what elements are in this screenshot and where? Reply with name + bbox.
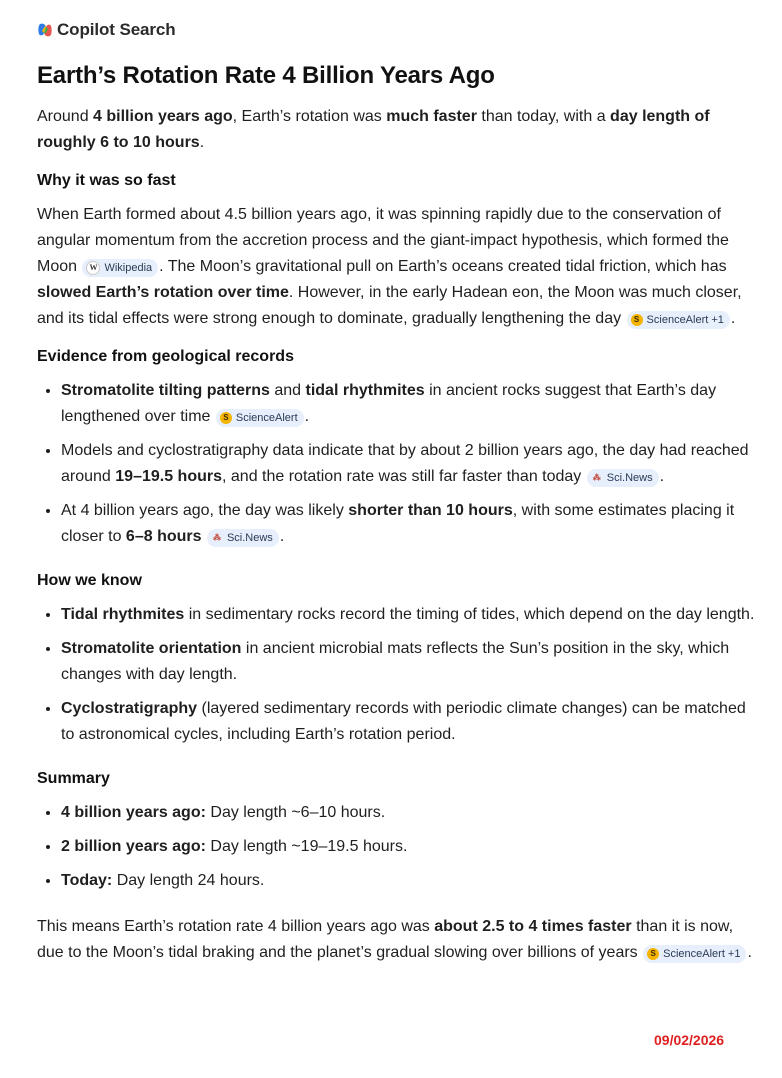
list-item	[61, 834, 757, 860]
conclusion-paragraph	[37, 914, 757, 966]
list-item	[61, 498, 757, 550]
wikipedia-icon: W	[86, 261, 100, 275]
bold-text: shorter than 10 hours	[348, 502, 513, 519]
text: Day length ~6–10 hours.	[205, 804, 386, 821]
bold-text: about 2.5 to 4 times faster	[434, 918, 632, 935]
citation-label: ScienceAlert +1	[646, 314, 724, 326]
citation-chip-scinews[interactable]	[587, 469, 659, 487]
text: and	[269, 382, 306, 399]
list-item	[61, 438, 757, 490]
bold-text: Tidal rhythmites	[61, 606, 185, 623]
why-paragraph	[37, 202, 757, 332]
text: Models and cyclostratigraphy data indicate that by about 2 billion years ago, the day had reached around	[61, 442, 749, 485]
citation-label: Sci.News	[226, 532, 273, 544]
text: than today, with a	[476, 108, 611, 125]
answer-content	[37, 62, 757, 966]
intro-paragraph	[37, 104, 757, 156]
text	[202, 528, 206, 545]
bold-text: much faster	[386, 108, 477, 125]
citation-chip-scinews[interactable]	[207, 529, 279, 547]
text: .	[747, 944, 752, 961]
bold-text: Stromatolite tilting patterns	[61, 382, 270, 399]
section-heading-summary: Summary	[37, 770, 110, 787]
citation-label: ScienceAlert +1	[663, 948, 741, 960]
citation-label: Wikipedia	[104, 262, 153, 274]
list-item	[61, 696, 757, 748]
bold-text: 4 billion years ago	[93, 108, 233, 125]
citation-label: ScienceAlert	[235, 412, 298, 424]
page-title: Earth’s Rotation Rate 4 Billion Years Ago	[37, 62, 495, 89]
text: This means Earth’s rotation rate 4 billion years ago was	[37, 918, 435, 935]
bold-text: slowed Earth’s rotation over time	[37, 284, 289, 301]
evidence-list	[37, 378, 757, 550]
text: .	[279, 528, 285, 545]
text: .	[730, 310, 736, 327]
bold-text: 4 billion years ago:	[61, 804, 206, 821]
citation-chip-sciencealert[interactable]	[627, 311, 730, 329]
scinews-icon: ⁂	[212, 533, 221, 542]
summary-list	[37, 800, 757, 894]
text: .	[199, 134, 205, 151]
bold-text: 19–19.5 hours	[115, 468, 222, 485]
citation-chip-sciencealert[interactable]	[216, 409, 304, 427]
sciencealert-icon: S	[631, 314, 643, 326]
text: in ancient microbial mats reflects the Sun’s position in the sky, which changes with day length.	[61, 640, 730, 683]
bold-text: 6–8 hours	[125, 528, 202, 545]
text: .	[659, 468, 665, 485]
citation-chip-sciencealert[interactable]	[643, 945, 746, 963]
section-heading-evidence: Evidence from geological records	[37, 348, 294, 365]
app-header	[37, 20, 176, 40]
text: in ancient rocks suggest that Earth’s day lengthened over time	[61, 382, 717, 425]
text: When Earth formed about 4.5 billion years ago, it was spinning rapidly due to the conservation of angular momentum from the accretion process and the giant-impact hypothesis, which formed the Moon	[37, 206, 729, 275]
date-stamp: 09/02/2026	[654, 1032, 725, 1048]
sciencealert-icon: S	[647, 948, 659, 960]
section-heading-how: How we know	[37, 572, 142, 589]
text: in sedimentary rocks record the timing of tides, which depend on the day length.	[184, 606, 755, 623]
bold-text: Stromatolite orientation	[61, 640, 242, 657]
list-item	[61, 602, 757, 628]
text: , and the rotation rate was still far faster than today	[222, 468, 586, 485]
text: Around	[37, 108, 94, 125]
list-item	[61, 378, 757, 430]
list-item	[61, 800, 757, 826]
section-heading-why: Why it was so fast	[37, 172, 176, 189]
bold-text: 2 billion years ago:	[61, 838, 206, 855]
bold-text: tidal rhythmites	[305, 382, 425, 399]
list-item	[61, 636, 757, 688]
text: Day length 24 hours.	[112, 872, 265, 889]
bold-text: Today:	[61, 872, 113, 889]
copilot-logo-icon	[37, 22, 53, 38]
text: At 4 billion years ago, the day was likely	[61, 502, 349, 519]
text: . The Moon’s gravitational pull on Earth’s oceans created tidal friction, which has	[159, 258, 727, 275]
text: , Earth’s rotation was	[232, 108, 387, 125]
citation-label: Sci.News	[606, 472, 653, 484]
scinews-icon: ⁂	[592, 473, 601, 482]
text: . However, in the early Hadean eon, the Moon was much closer, and its tidal effects were strong enough to dominate, gradually lengthening the day	[37, 284, 742, 327]
bold-text: Cyclostratigraphy	[61, 700, 198, 717]
bold-text: day length of roughly 6 to 10 hours	[37, 108, 710, 151]
text: than it is now, due to the Moon’s tidal braking and the planet’s gradual slowing over billions of years	[37, 918, 734, 961]
text: (layered sedimentary records with periodic climate changes) can be matched to astronomical cycles, including Earth’s rotation period.	[61, 700, 746, 743]
text: , with some estimates placing it closer to	[61, 502, 735, 545]
how-list	[37, 602, 757, 748]
list-item	[61, 868, 757, 894]
brand-name: Copilot Search	[57, 20, 176, 39]
text: Day length ~19–19.5 hours.	[205, 838, 408, 855]
text: .	[304, 408, 310, 425]
citation-chip-wikipedia[interactable]	[82, 259, 158, 277]
sciencealert-icon: S	[220, 412, 232, 424]
